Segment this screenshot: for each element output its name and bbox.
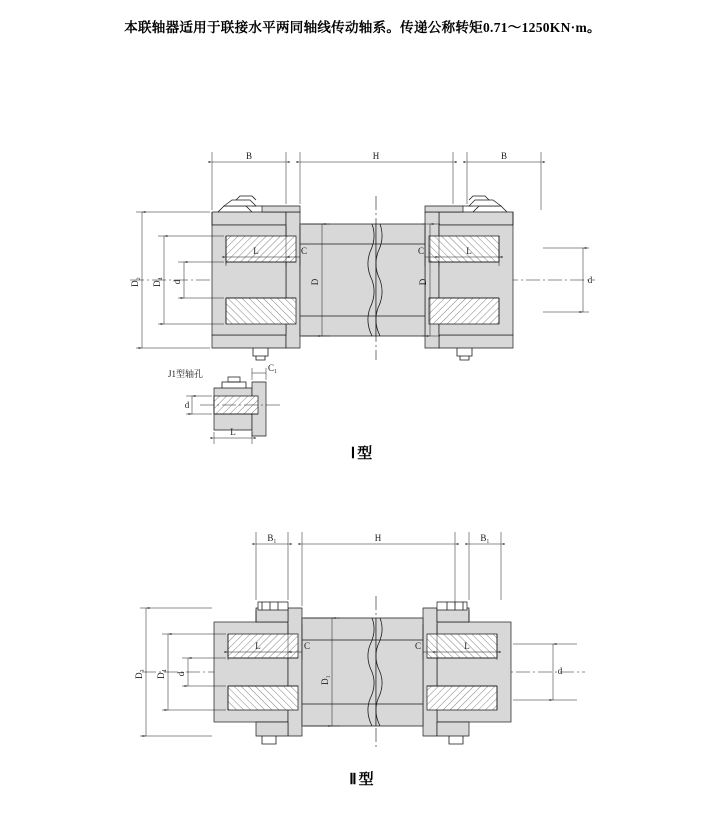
dim-h: H: [372, 151, 380, 161]
figure-2-label: Ⅱ型: [349, 772, 376, 788]
dim-d4: D₄: [152, 277, 162, 287]
dim-detail-l: L: [230, 427, 236, 437]
dim-c-left: C: [301, 246, 308, 256]
dim-d-right: d: [587, 275, 593, 285]
dim-c-left-2: C: [304, 641, 311, 651]
page-caption: 本联轴器适用于联接水平两同轴线传动轴系。传递公称转矩0.71～1250KN·m。: [124, 20, 601, 35]
dim-d-left-2: d: [176, 671, 186, 677]
dim-d-left: d: [172, 279, 182, 285]
dim-c-right: C: [417, 246, 424, 256]
dim-b1-right: B₁: [480, 533, 490, 543]
figure-1-group: [130, 151, 595, 444]
figure-2-group: [134, 532, 585, 748]
dim-d2: D₂: [130, 277, 140, 287]
dim-c-right-2: C: [414, 641, 421, 651]
dim-l-right: L: [466, 246, 472, 256]
dim-d4-2: D₄: [156, 669, 166, 679]
dim-d-bore-left: D: [310, 278, 320, 286]
j1-detail-title: J1型轴孔: [168, 369, 204, 379]
dim-b-left: B: [245, 151, 253, 161]
j1-bore-detail: [168, 363, 280, 444]
dim-l-left: L: [253, 246, 259, 256]
dim-b1-left: B₁: [267, 533, 277, 543]
dim-l-right-2: L: [464, 641, 470, 651]
dim-c1: C₁: [268, 363, 278, 373]
dim-d-right-2: d: [557, 666, 563, 676]
dim-d3: D₃: [134, 669, 144, 679]
dim-b-right: B: [500, 151, 508, 161]
figure-1-label: Ⅰ型: [350, 446, 375, 462]
dim-d-bore-right: D: [418, 278, 428, 286]
dim-d1: D₁: [320, 675, 330, 685]
dim-detail-d: d: [184, 400, 190, 410]
dim-l-left-2: L: [255, 641, 261, 651]
dim-h-2: H: [374, 533, 382, 543]
